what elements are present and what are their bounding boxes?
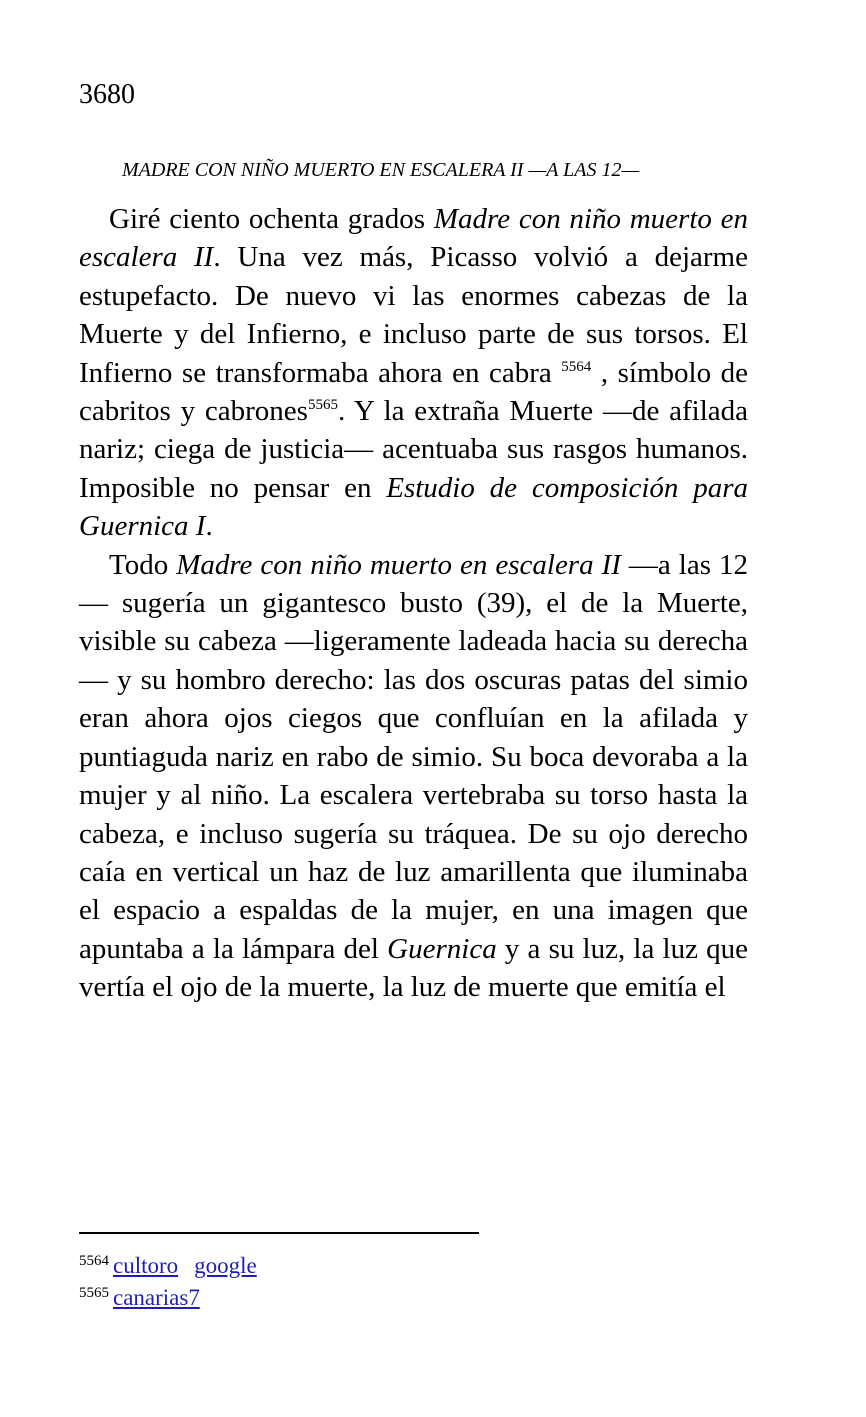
page-number: 3680: [79, 79, 135, 110]
footnotes: [79, 1250, 273, 1314]
artwork-title: Guernica: [387, 932, 497, 965]
artwork-title: Madre con niño muerto en escalera II: [176, 548, 621, 581]
footnote-number: 5564: [79, 1253, 109, 1269]
text-run: —a las 12— sugería un gigantesco busto (39), el de la Muerte, visible su cabeza —ligeramente ladeada hacia su derecha— y su hombro derecho: las dos oscuras patas del simio eran ahora ojos ciegos que confluían en la afilada y puntiaguda nariz en rabo de simio. Su boca devoraba a la mujer y al niño. La escalera vertebraba su torso hasta la cabeza, e incluso sugería su tráquea. De su ojo derecho caía en vertical un haz de luz amarillenta que iluminaba el espacio a espaldas de la mujer, en una imagen que apuntaba a la lámpara del: [79, 548, 748, 965]
text-run: Todo: [109, 548, 177, 581]
footnote-link-google[interactable]: google: [194, 1253, 257, 1278]
text-run: .: [205, 510, 213, 543]
paragraph-2: [79, 546, 748, 1007]
footnote-ref-5564[interactable]: 5564: [561, 358, 592, 375]
artwork-title: Estudio de composición para Guernica I: [79, 471, 749, 543]
footnote-number: 5565: [79, 1285, 109, 1301]
footnote-rule: [79, 1232, 479, 1234]
artwork-title: Madre con niño muerto en escalera II: [79, 203, 749, 274]
footnote-5564: [79, 1250, 273, 1282]
footnote-ref-5565[interactable]: 5565: [307, 397, 338, 414]
text-run: Giré ciento ochenta grados: [109, 203, 434, 235]
running-title: MADRE CON NIÑO MUERTO EN ESCALERA II —A LAS 12—: [122, 159, 640, 181]
text-run: , símbolo de cabritos y cabrones: [79, 356, 748, 428]
footnote-5565: [79, 1282, 273, 1314]
text-run: y a su luz, la luz que vertía el ojo de la muerte, la luz de muerte que emitía el: [79, 932, 748, 1004]
paragraph-1: [79, 200, 748, 546]
text-run: . Y la extraña Muerte —de afilada nariz; ciega de justicia— acentuaba sus rasgos humanos. Imposible no pensar en: [79, 395, 748, 504]
footnote-link-canarias7[interactable]: canarias7: [113, 1285, 200, 1310]
body-text: [79, 200, 748, 1007]
footnote-link-cultoro[interactable]: cultoro: [113, 1253, 179, 1278]
text-run: . Una vez más, Picasso volvió a dejarme estupefacto. De nuevo vi las enormes cabezas de la Muerte y del Infierno, e incluso parte de sus torsos. El Infierno se transformaba ahora en cabra: [79, 241, 748, 389]
